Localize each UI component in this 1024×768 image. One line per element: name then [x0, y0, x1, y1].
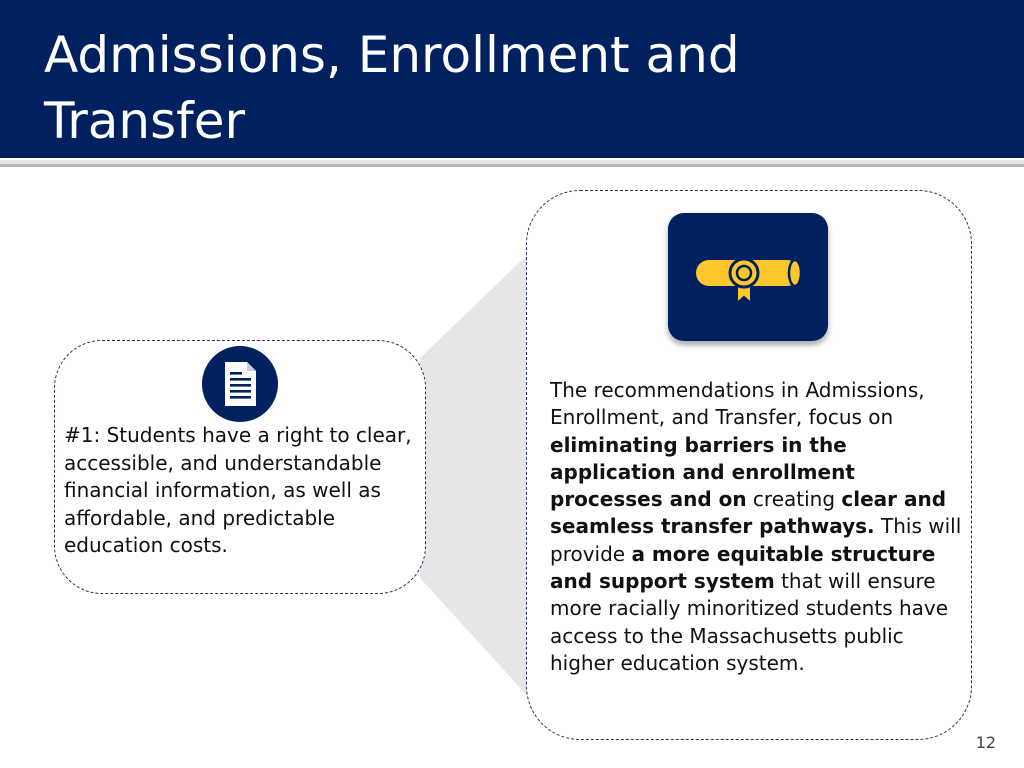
right-card-text-emphasis: a more equitable structure and support system: [550, 541, 936, 594]
document-icon: [202, 346, 278, 422]
diploma-icon: [668, 213, 828, 341]
right-card-text: [550, 377, 962, 677]
right-card-text-emphasis: eliminating barriers in the application and enrollment processes and on: [550, 432, 855, 512]
right-card-text-run: creating: [746, 487, 842, 512]
page-number: 12: [975, 733, 996, 752]
right-card-text-run: This will provide: [550, 514, 962, 566]
right-card-text-run: that will ensure more racially minoritized students have access to the Massachusetts public higher education system.: [550, 569, 949, 675]
right-card-text-run: The recommendations in Admissions, Enrollment, and Transfer, focus on: [550, 378, 925, 430]
right-card-text-emphasis: clear and seamless transfer pathways.: [550, 487, 947, 539]
slide-title: Admissions, Enrollment and Transfer: [44, 26, 740, 150]
left-card-text: #1: Students have a right to clear, accessible, and understandable financial information, as well as affordable, and predictable education costs.: [64, 423, 412, 557]
